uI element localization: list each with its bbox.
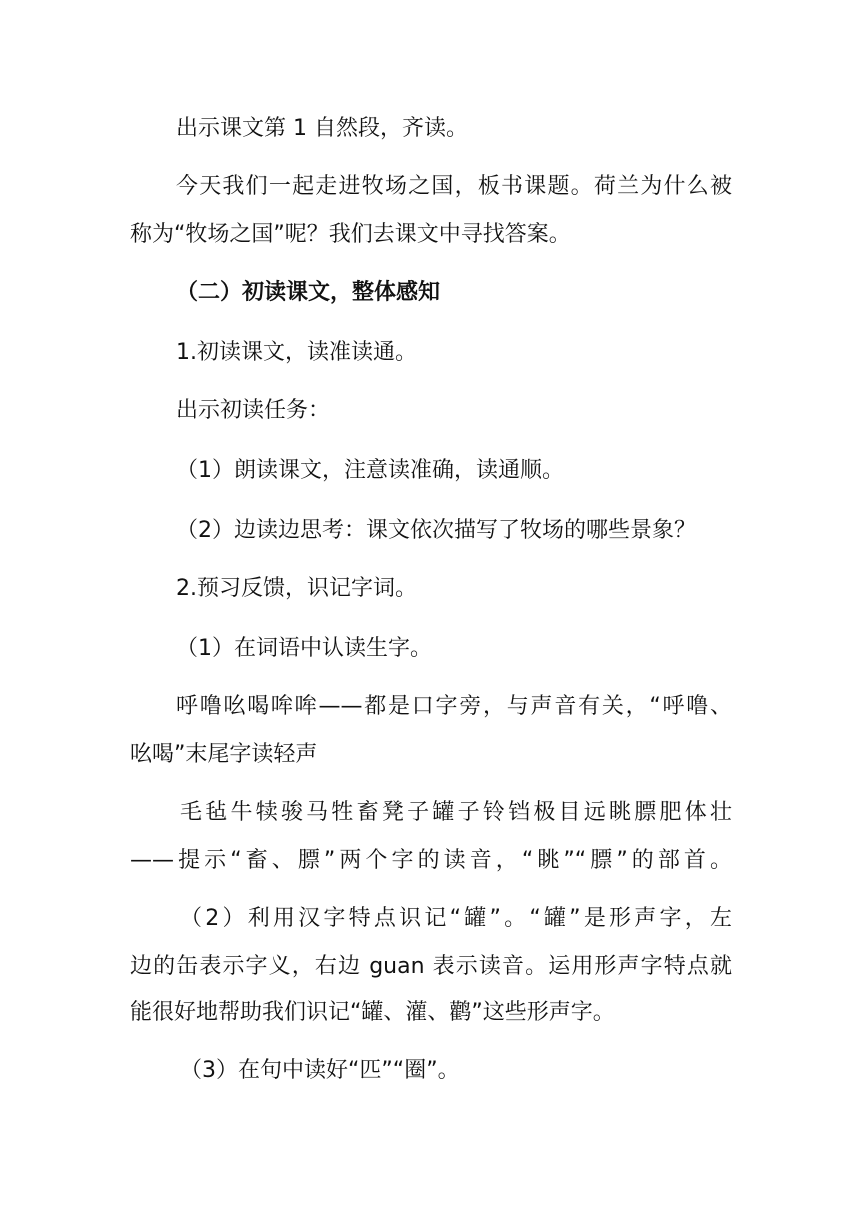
paragraph-line: 称为“牧场之国”呢？我们去课文中寻找答案。 [130,222,571,247]
paragraph-line: 出示初读任务： [176,398,331,423]
paragraph-line: 1.初读课文，读准读通。 [176,340,417,365]
paragraph-line: （2）利用汉字特点识记“罐”。“罐”是形声字，左 [180,906,732,931]
paragraph-line: 能很好地帮助我们识记“罐、灌、鹳”这些形声字。 [130,1000,615,1025]
paragraph-line: 吆喝”末尾字读轻声 [130,742,318,767]
paragraph-line: 出示课文第 1 自然段，齐读。 [176,116,468,141]
paragraph-line: ——提示“畜、膘”两个字的读音，“眺”“膘”的部首。 [130,848,732,873]
paragraph-line: （3）在句中读好“匹”“圈”。 [180,1058,460,1083]
paragraph-line: （2）边读边思考：课文依次描写了牧场的哪些景象？ [176,518,696,543]
paragraph-line: 呼噜吆喝哞哞——都是口字旁，与声音有关，“呼噜、 [176,694,732,719]
paragraph-line: 2.预习反馈，识记字词。 [176,576,417,601]
paragraph-line: 边的缶表示字义，右边 guan 表示读音。运用形声字特点就 [130,954,732,979]
paragraph-line: （1）在词语中认读生字。 [176,636,432,661]
paragraph-line: 毛毡牛犊骏马牲畜凳子罐子铃铛极目远眺膘肥体壮 [180,800,732,825]
paragraph-line: （1）朗读课文，注意读准确，读通顺。 [176,458,564,483]
section-heading: （二）初读课文，整体感知 [176,280,441,305]
paragraph-line: 今天我们一起走进牧场之国，板书课题。荷兰为什么被 [176,174,732,199]
